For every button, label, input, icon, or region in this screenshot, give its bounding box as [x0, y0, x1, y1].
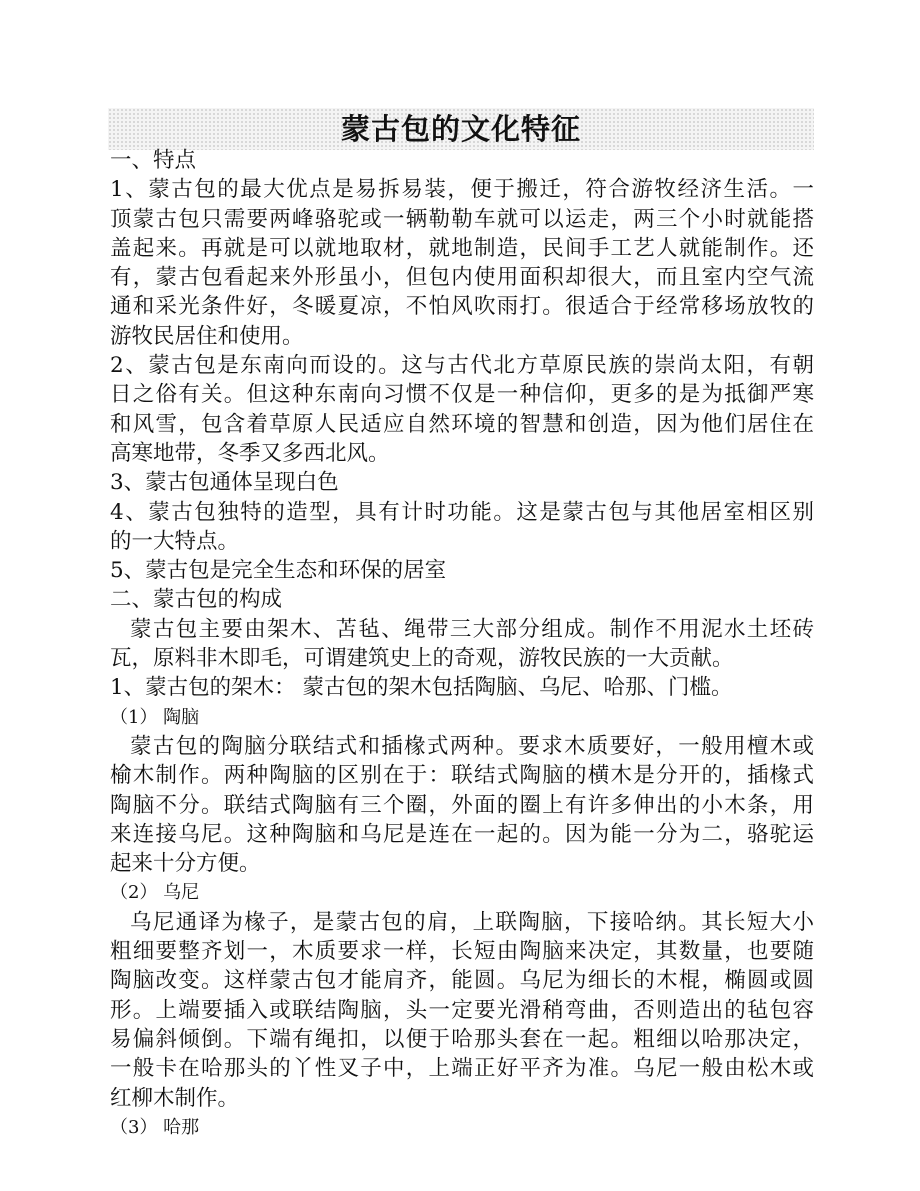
- paragraph-line: 通和采光条件好，冬暖夏凉，不怕风吹雨打。很适合于经常移场放牧的: [110, 294, 814, 320]
- paragraph-line: 日之俗有关。但这种东南向习惯不仅是一种信仰，更多的是为抵御严寒: [110, 382, 814, 408]
- paragraph-line: 形。上端要插入或联结陶脑，头一定要光滑稍弯曲，否则造出的毡包容: [110, 997, 814, 1023]
- paragraph-line: 1、蒙古包的架木： 蒙古包的架木包括陶脑、乌尼、哈那、门槛。: [110, 675, 733, 701]
- section-heading: 二、蒙古包的构成: [110, 587, 283, 613]
- paragraph-line: 起来十分方便。: [110, 851, 261, 877]
- paragraph-line: 乌尼通译为椽子，是蒙古包的肩，上联陶脑，下接哈纳。其长短大小: [130, 909, 814, 935]
- paragraph-line: 有，蒙古包看起来外形虽小，但包内使用面积却很大，而且室内空气流: [110, 265, 814, 291]
- paragraph-line: 盖起来。再就是可以就地取材，就地制造，民间手工艺人就能制作。还: [110, 235, 814, 261]
- subsection-heading: （2） 乌尼: [110, 882, 200, 904]
- paragraph-line: 红柳木制作。: [110, 1085, 240, 1111]
- paragraph-line: 来连接乌尼。这种陶脑和乌尼是连在一起的。因为能一分为二，骆驼运: [110, 821, 814, 847]
- paragraph-line: 榆木制作。两种陶脑的区别在于：联结式陶脑的横木是分开的，插椽式: [110, 763, 814, 789]
- paragraph-line: 2、蒙古包是东南向而设的。这与古代北方草原民族的崇尚太阳，有朝: [110, 353, 814, 379]
- paragraph-line: 和风雪，包含着草原人民适应自然环境的智慧和创造，因为他们居住在: [110, 411, 814, 437]
- paragraph-line: 瓦，原料非木即毛，可谓建筑史上的奇观，游牧民族的一大贡献。: [110, 646, 734, 672]
- paragraph-line: 高寒地带，冬季又多西北风。: [110, 440, 390, 466]
- paragraph-line: 陶脑改变。这样蒙古包才能肩齐，能圆。乌尼为细长的木棍，椭圆或圆: [110, 968, 814, 994]
- paragraph-line: 游牧民居住和使用。: [110, 323, 304, 349]
- paragraph-line: 1、蒙古包的最大优点是易拆易装，便于搬迁，符合游牧经济生活。一: [110, 177, 814, 203]
- paragraph-line: 粗细要整齐划一，木质要求一样，长短由陶脑来决定，其数量，也要随: [110, 939, 814, 965]
- paragraph-line: 易偏斜倾倒。下端有绳扣，以便于哈那头套在一起。粗细以哈那决定，: [110, 1026, 814, 1052]
- paragraph-line: 4、蒙古包独特的造型，具有计时功能。这是蒙古包与其他居室相区别: [110, 499, 814, 525]
- paragraph-line: 5、蒙古包是完全生态和环保的居室: [110, 558, 447, 584]
- document-body: [110, 146, 814, 1142]
- paragraph-line: 蒙古包主要由架木、苫毡、绳带三大部分组成。制作不用泥水土坯砖: [130, 616, 814, 642]
- paragraph-line: 陶脑不分。联结式陶脑有三个圈，外面的圈上有许多伸出的小木条，用: [110, 792, 814, 818]
- section-heading: 一、特点: [110, 148, 197, 173]
- paragraph-line: 的一大特点。: [110, 528, 240, 554]
- paragraph-line: 蒙古包的陶脑分联结式和插椽式两种。要求木质要好，一般用檀木或: [130, 733, 814, 759]
- subsection-heading: （1） 陶脑: [110, 706, 200, 728]
- document-title: 蒙古包的文化特征: [340, 112, 581, 146]
- paragraph-line: 顶蒙古包只需要两峰骆驼或一辆勒勒车就可以运走，两三个小时就能搭: [110, 206, 814, 232]
- paragraph-line: 一般卡在哈那头的丫性叉子中，上端正好平齐为准。乌尼一般由松木或: [110, 1056, 814, 1082]
- paragraph-line: 3、蒙古包通体呈现白色: [110, 470, 339, 496]
- subsection-heading: （3） 哈那: [110, 1116, 200, 1138]
